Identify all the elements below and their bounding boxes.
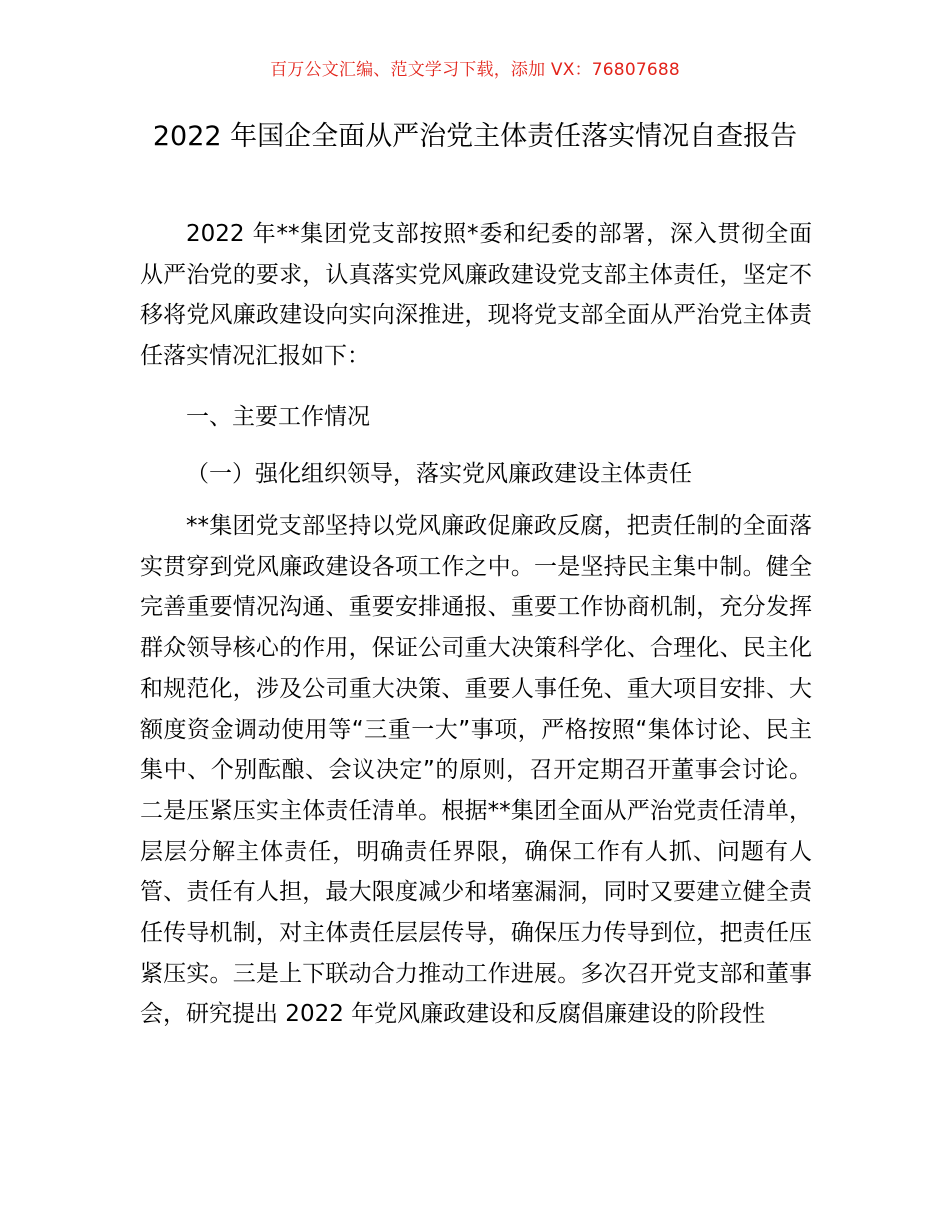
watermark-header-text: 百万公文汇编、范文学习下载，添加 VX：76807688 (270, 60, 680, 80)
section-heading: 一、主要工作情况 (186, 404, 370, 430)
subsection-heading: （一）强化组织领导，落实党风廉政建设主体责任 (186, 461, 692, 487)
document-title: 2022 年国企全面从严治党主体责任落实情况自查报告 (152, 121, 798, 152)
body-paragraph: **集团党支部坚持以党风廉政促廉政反腐，把责任制的全面落实贯穿到党风廉政建设各项工作之中。一是坚持民主集中制。健全完善重要情况沟通、重要安排通报、重要工作协商机制，充分发挥群众领导核心的作用，保证公司重大决策科学化、合理化、民主化和规范化，涉及公司重大决策、重要人事任免、重大项目安排、大额度资金调动使用等“三重一大”事项，严格按照“集体讨论、民主集中、个别酝酿、会议决定”的原则，召开定期召开董事会讨论。二是压紧压实主体责任清单。根据**集团全面从严治党责任清单，层层分解主体责任，明确责任界限，确保工作有人抓、问题有人管、责任有人担，最大限度减少和堵塞漏洞，同时又要建立健全责任传导机制，对主体责任层层传导，确保压力传导到位，把责任压紧压实。三是上下联动合力推动工作进展。多次召开党支部和董事会，研究提出 2022 年党风廉政建设和反腐倡廉建设的阶段性 (140, 513, 812, 1028)
intro-paragraph: 2022 年**集团党支部按照*委和纪委的部署，深入贯彻全面从严治党的要求，认真落实党风廉政建设党支部主体责任，坚定不移将党风廉政建设向实向深推进，现将党支部全面从严治党主体责任落实情况汇报如下： (140, 221, 812, 369)
